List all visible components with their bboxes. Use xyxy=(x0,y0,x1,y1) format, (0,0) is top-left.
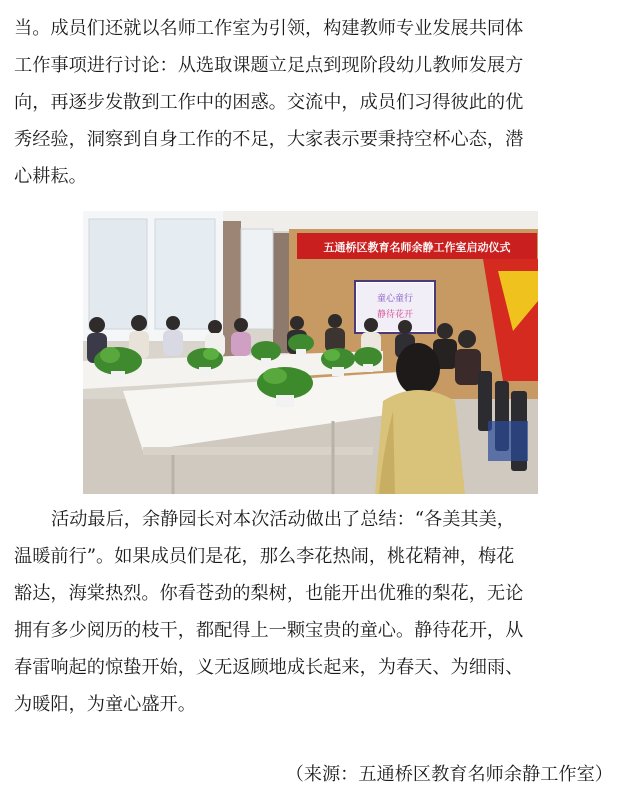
article-paragraph-1 xyxy=(14,10,614,195)
article-source: （来源：五通桥区教育名师余静工作室） xyxy=(285,764,613,785)
screen-line-2: 静待花开 xyxy=(376,310,414,320)
article-paragraph-2 xyxy=(14,501,614,723)
meeting-photo xyxy=(83,211,538,494)
paragraph-line: 秀经验，洞察到自身工作的不足，大家表示要秉持空杯心态，潜 xyxy=(14,129,524,150)
paragraph-line: 温暖前行”。如果成员们是花，那么李花热闹，桃花精神，梅花 xyxy=(14,546,515,567)
paragraph-line: 工作事项进行讨论：从选取课题立足点到现阶段幼儿教师发展方 xyxy=(14,55,524,76)
meeting-room-illustration xyxy=(83,211,538,494)
screen-line-1: 童心童行 xyxy=(376,294,414,304)
paragraph-line: 活动最后，余静园长对本次活动做出了总结：“各美其美， xyxy=(51,509,515,530)
paragraph-line: 豁达，海棠热烈。你看苍劲的梨树，也能开出优雅的梨花，无论 xyxy=(14,583,524,604)
paragraph-line: 心耕耘。 xyxy=(14,166,87,187)
paragraph-line: 向，再逐步发散到工作中的困惑。交流中，成员们习得彼此的优 xyxy=(14,92,524,113)
paragraph-line: 拥有多少阅历的枝干，都配得上一颗宝贵的童心。静待花开，从 xyxy=(14,620,524,641)
paragraph-line: 为暖阳，为童心盛开。 xyxy=(14,694,196,715)
paragraph-line: 当。成员们还就以名师工作室为引领，构建教师专业发展共同体 xyxy=(14,18,524,39)
paragraph-line: 春雷响起的惊蛰开始，义无返顾地成长起来，为春天、为细雨、 xyxy=(14,657,524,678)
banner-text: 五通桥区教育名师余静工作室启动仪式 xyxy=(323,241,511,254)
